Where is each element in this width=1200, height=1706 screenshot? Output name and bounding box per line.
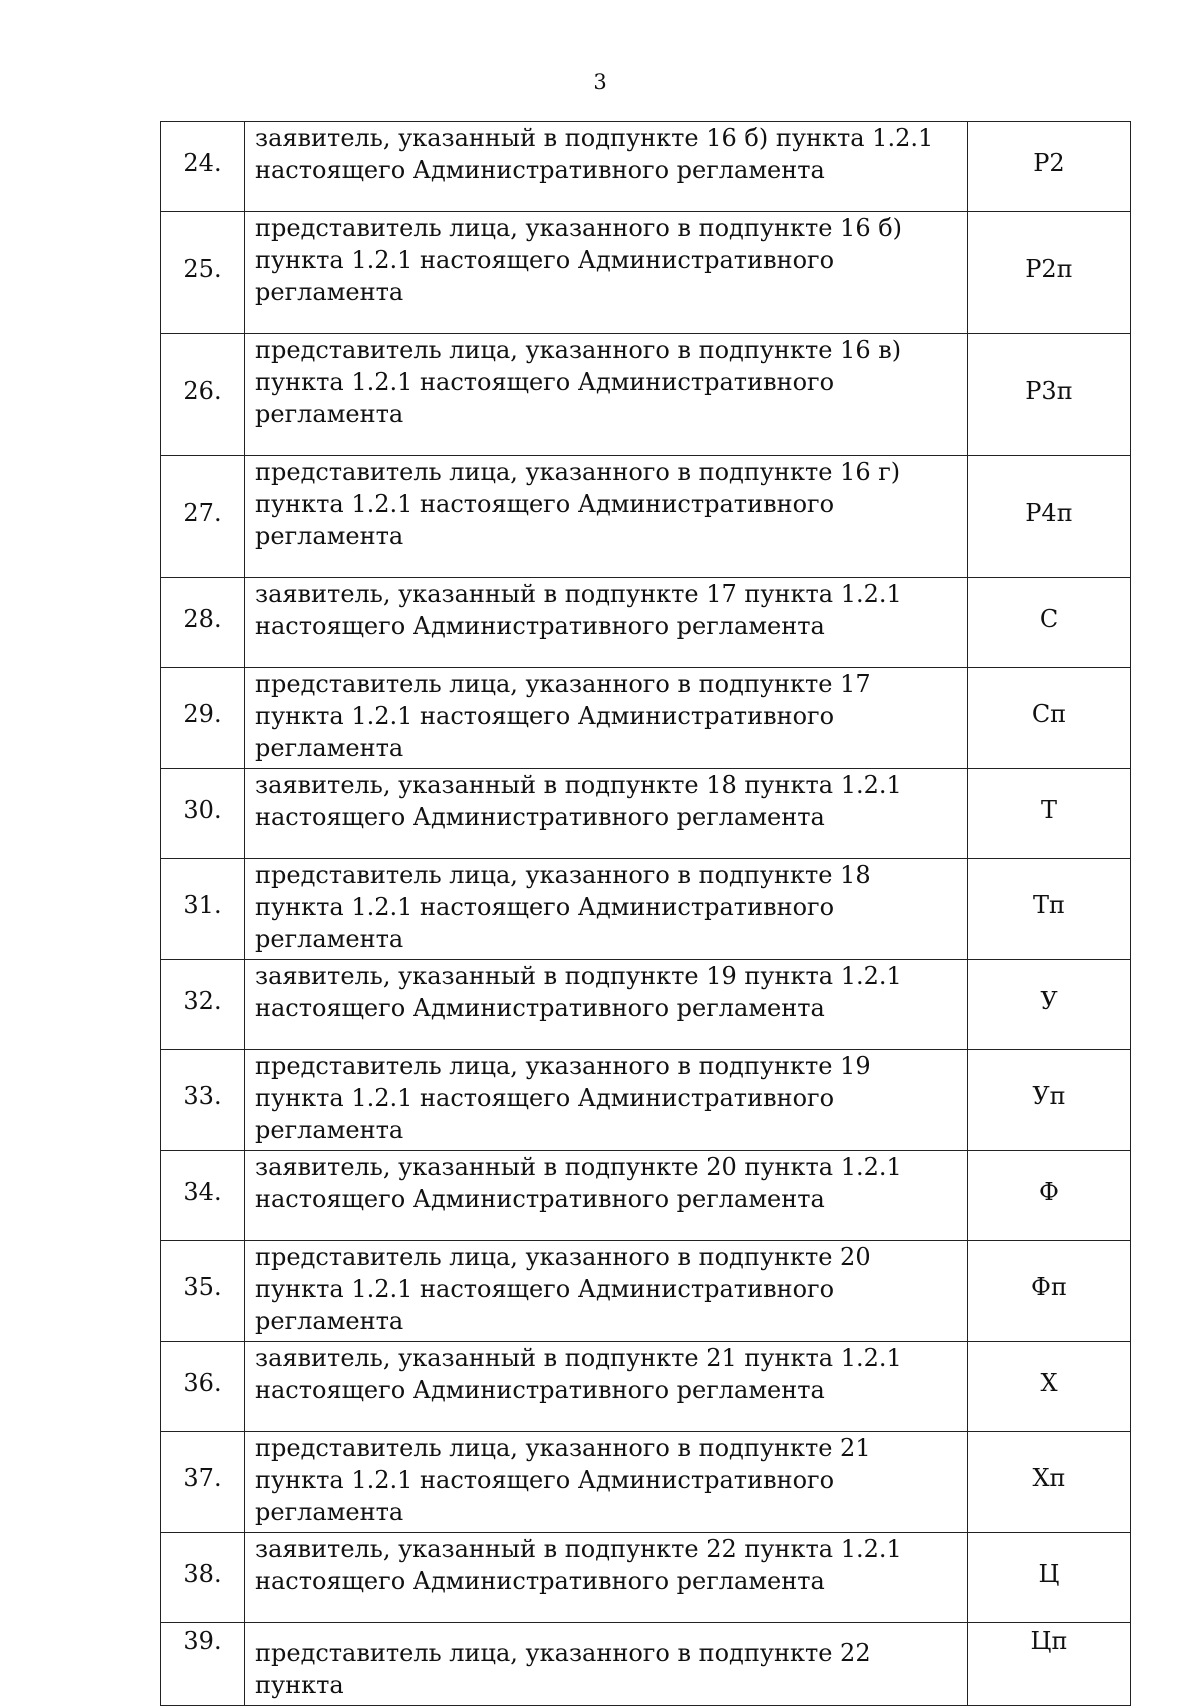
row-description: представитель лица, указанного в подпункте 19 пункта 1.2.1 настоящего Административного регламента xyxy=(245,1050,968,1151)
table-row xyxy=(161,1342,1131,1432)
table-row xyxy=(161,960,1131,1050)
row-description: заявитель, указанный в подпункте 20 пункта 1.2.1 настоящего Административного регламента xyxy=(245,1151,968,1241)
row-description: представитель лица, указанного в подпункте 17 пункта 1.2.1 настоящего Административного регламента xyxy=(245,668,968,769)
row-description: представитель лица, указанного в подпункте 16 г) пункта 1.2.1 настоящего Административного регламента xyxy=(245,456,968,578)
row-code: Сп xyxy=(968,668,1131,769)
table-row xyxy=(161,1623,1131,1706)
row-number: 35. xyxy=(161,1241,245,1342)
row-code: С xyxy=(968,578,1131,668)
row-number: 30. xyxy=(161,769,245,859)
table-row xyxy=(161,859,1131,960)
table-row xyxy=(161,456,1131,578)
row-description: представитель лица, указанного в подпункте 22 пункта xyxy=(245,1623,968,1706)
row-code: Ц xyxy=(968,1533,1131,1623)
row-code: Т xyxy=(968,769,1131,859)
row-description: представитель лица, указанного в подпункте 16 б) пункта 1.2.1 настоящего Административного регламента xyxy=(245,212,968,334)
row-number: 29. xyxy=(161,668,245,769)
row-description: заявитель, указанный в подпункте 18 пункта 1.2.1 настоящего Административного регламента xyxy=(245,769,968,859)
row-description: представитель лица, указанного в подпункте 21 пункта 1.2.1 настоящего Административного регламента xyxy=(245,1432,968,1533)
row-code: Р2 xyxy=(968,122,1131,212)
row-code: Тп xyxy=(968,859,1131,960)
table-row xyxy=(161,334,1131,456)
table-row xyxy=(161,1241,1131,1342)
row-description: заявитель, указанный в подпункте 19 пункта 1.2.1 настоящего Административного регламента xyxy=(245,960,968,1050)
row-number: 37. xyxy=(161,1432,245,1533)
row-number: 28. xyxy=(161,578,245,668)
row-number: 27. xyxy=(161,456,245,578)
row-number: 26. xyxy=(161,334,245,456)
row-number: 32. xyxy=(161,960,245,1050)
table-row xyxy=(161,1151,1131,1241)
applicant-codes-table xyxy=(160,121,1131,1706)
row-code: Р3п xyxy=(968,334,1131,456)
row-description: заявитель, указанный в подпункте 16 б) пункта 1.2.1 настоящего Административного регламента xyxy=(245,122,968,212)
table-row xyxy=(161,668,1131,769)
row-code: Цп xyxy=(968,1623,1131,1706)
row-number: 36. xyxy=(161,1342,245,1432)
table-row xyxy=(161,1432,1131,1533)
row-code: Р4п xyxy=(968,456,1131,578)
row-code: Р2п xyxy=(968,212,1131,334)
row-number: 34. xyxy=(161,1151,245,1241)
row-code: Х xyxy=(968,1342,1131,1432)
table-row xyxy=(161,769,1131,859)
table-row xyxy=(161,1533,1131,1623)
row-code: Хп xyxy=(968,1432,1131,1533)
row-number: 31. xyxy=(161,859,245,960)
row-description: представитель лица, указанного в подпункте 16 в) пункта 1.2.1 настоящего Административного регламента xyxy=(245,334,968,456)
row-code: Фп xyxy=(968,1241,1131,1342)
row-number: 39. xyxy=(161,1623,245,1706)
row-code: Уп xyxy=(968,1050,1131,1151)
row-description: заявитель, указанный в подпункте 17 пункта 1.2.1 настоящего Административного регламента xyxy=(245,578,968,668)
table-row xyxy=(161,212,1131,334)
table-row xyxy=(161,578,1131,668)
row-number: 25. xyxy=(161,212,245,334)
page-number: 3 xyxy=(593,70,607,94)
row-description: представитель лица, указанного в подпункте 18 пункта 1.2.1 настоящего Административного регламента xyxy=(245,859,968,960)
row-code: Ф xyxy=(968,1151,1131,1241)
row-code: У xyxy=(968,960,1131,1050)
row-description: представитель лица, указанного в подпункте 20 пункта 1.2.1 настоящего Административного регламента xyxy=(245,1241,968,1342)
row-description: заявитель, указанный в подпункте 21 пункта 1.2.1 настоящего Административного регламента xyxy=(245,1342,968,1432)
row-number: 38. xyxy=(161,1533,245,1623)
table-row xyxy=(161,1050,1131,1151)
row-description: заявитель, указанный в подпункте 22 пункта 1.2.1 настоящего Административного регламента xyxy=(245,1533,968,1623)
row-number: 33. xyxy=(161,1050,245,1151)
row-number: 24. xyxy=(161,122,245,212)
table-row xyxy=(161,122,1131,212)
